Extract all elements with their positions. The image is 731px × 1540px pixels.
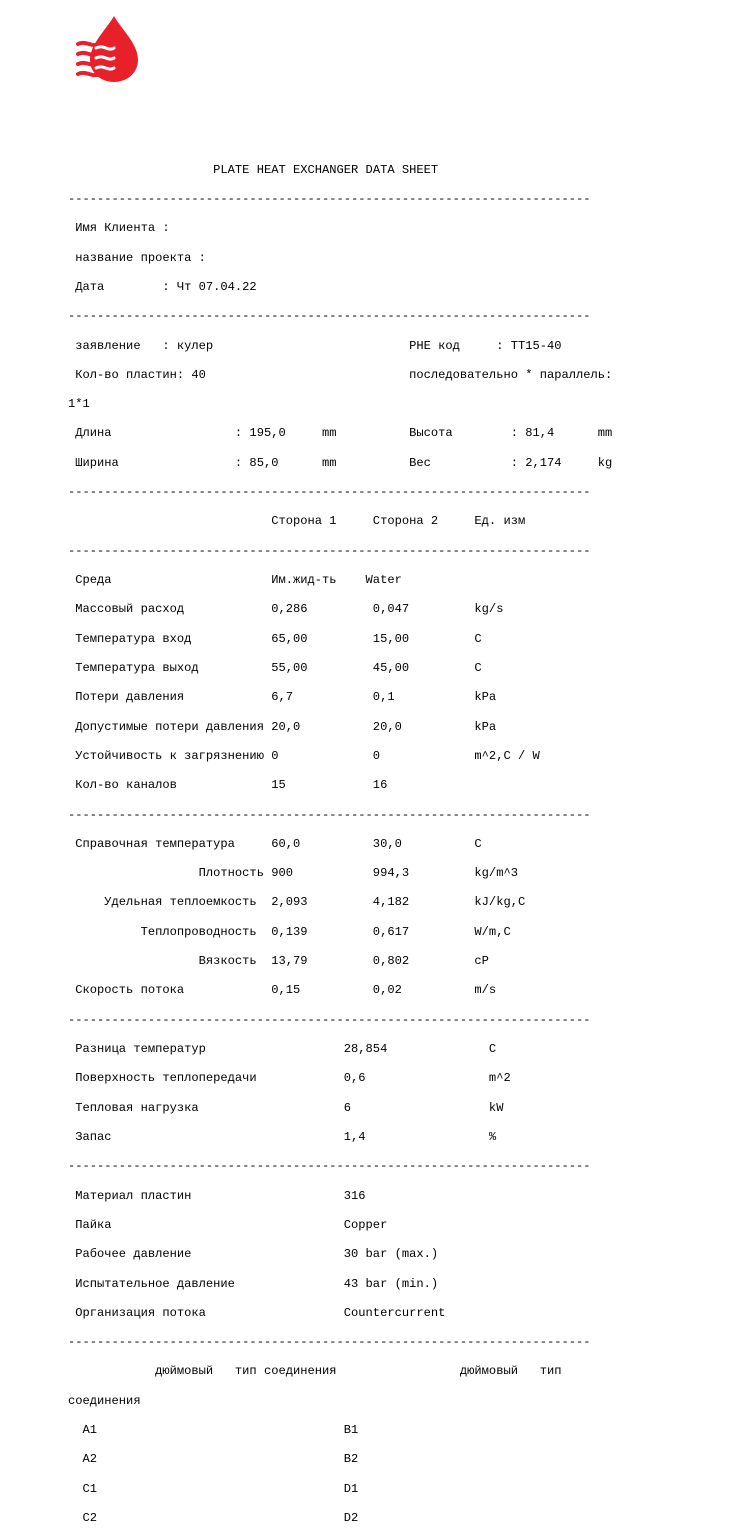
- property-row: Удельная теплоемкость 2,093 4,182 kJ/kg,C: [68, 895, 526, 910]
- header-field-date: Дата : Чт 07.04.22: [68, 279, 257, 294]
- material-row: Пайка Copper: [68, 1217, 388, 1232]
- separator-line: ------------------------------------------------------------------------: [68, 485, 591, 500]
- info-row: Ширина : 85,0 mm Вес : 2,174 kg: [68, 455, 613, 470]
- performance-row: Запас 1,4 %: [68, 1129, 497, 1144]
- connection-header: дюймовый тип соединения дюймовый тип: [68, 1364, 562, 1379]
- separator-line: ------------------------------------------------------------------------: [68, 1335, 591, 1350]
- material-row: Материал пластин 316: [68, 1188, 366, 1203]
- fluid-row: Температура вход 65,00 15,00 C: [68, 631, 482, 646]
- header-field-project: название проекта :: [68, 250, 206, 265]
- columns-header: Сторона 1 Сторона 2 Ед. изм: [68, 514, 526, 529]
- fluid-row: Кол-во каналов 15 16: [68, 778, 388, 793]
- connection-row: A2 B2: [68, 1452, 359, 1467]
- property-row: Вязкость 13,79 0,802 cP: [68, 954, 489, 969]
- separator-line: ------------------------------------------------------------------------: [68, 543, 591, 558]
- info-row: заявление : кулер PHE код : TT15-40: [68, 338, 562, 353]
- connection-row: C1 D1: [68, 1481, 359, 1496]
- connection-header: соединения: [68, 1393, 141, 1408]
- separator-line: ------------------------------------------------------------------------: [68, 807, 591, 822]
- red-droplet-logo-icon: [76, 14, 140, 84]
- performance-row: Тепловая нагрузка 6 kW: [68, 1100, 504, 1115]
- property-row: Скорость потока 0,15 0,02 m/s: [68, 983, 497, 998]
- property-row: Теплопроводность 0,139 0,617 W/m,C: [68, 924, 511, 939]
- performance-row: Разница температур 28,854 C: [68, 1042, 497, 1057]
- fluid-row: Потери давления 6,7 0,1 kPa: [68, 690, 497, 705]
- performance-row: Поверхность теплопередачи 0,6 m^2: [68, 1071, 511, 1086]
- info-row: Длина : 195,0 mm Высота : 81,4 mm: [68, 426, 613, 441]
- data-sheet: [68, 148, 612, 1540]
- fluid-row: Массовый расход 0,286 0,047 kg/s: [68, 602, 504, 617]
- connection-row: A1 B1: [68, 1423, 359, 1438]
- document-title: PLATE HEAT EXCHANGER DATA SHEET: [213, 162, 439, 177]
- material-row: Испытательное давление 43 bar (min.): [68, 1276, 439, 1291]
- property-row: Плотность 900 994,3 kg/m^3: [68, 866, 518, 881]
- separator-line: ------------------------------------------------------------------------: [68, 1159, 591, 1174]
- material-row: Организация потока Countercurrent: [68, 1305, 446, 1320]
- separator-line: ------------------------------------------------------------------------: [68, 1012, 591, 1027]
- fluid-row: Допустимые потери давления 20,0 20,0 kPa: [68, 719, 497, 734]
- separator-line: ------------------------------------------------------------------------: [68, 191, 591, 206]
- fluid-row: Устойчивость к загрязнению 0 0 m^2,C / W: [68, 748, 540, 763]
- fluid-row: Температура выход 55,00 45,00 C: [68, 660, 482, 675]
- material-row: Рабочее давление 30 bar (max.): [68, 1247, 439, 1262]
- info-row: Кол-во пластин: 40 последовательно * параллель:: [68, 367, 613, 382]
- header-field-client: Имя Клиента :: [68, 221, 170, 236]
- connection-row: C2 D2: [68, 1511, 359, 1526]
- separator-line: ------------------------------------------------------------------------: [68, 309, 591, 324]
- info-row: 1*1: [68, 397, 90, 412]
- fluid-row: Среда Им.жид-ть Water: [68, 573, 402, 588]
- property-row: Справочная температура 60,0 30,0 C: [68, 836, 482, 851]
